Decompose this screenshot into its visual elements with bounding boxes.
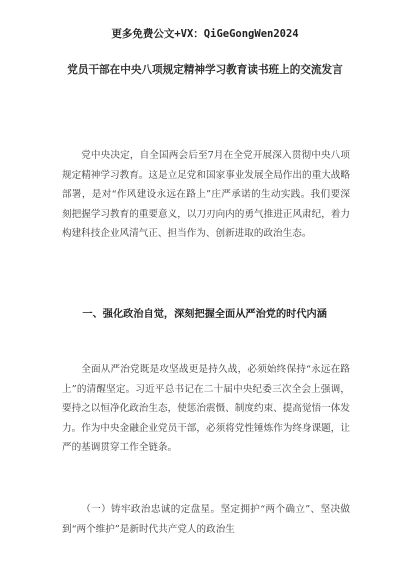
paragraph-subsection-1: （一）铸牢政治忠诚的定盘星。坚定拥护“两个确立”、坚决做到“两个维护”是新时代共产党人的政治生 [62, 504, 350, 535]
document-title: 党员干部在中央八项规定精神学习教育读书班上的交流发言 [67, 64, 343, 76]
paragraph-section-1: 全面从严治党既是攻坚战更是持久战，必须始终保持“永远在路上”的清醒坚定。习近平总书记在二十届中央纪委三次全会上强调，要持之以恒净化政治生态，使惩治震慑、制度约束、提高觉悟一体发力。作为中央金融企业党员干部，必须将党性锤炼作为终身课题，让严的基调贯穿工作全链条。 [62, 364, 350, 453]
paragraph-intro: 党中央决定，自全国两会后至7月在全党开展深入贯彻中央八项规定精神学习教育。这是立足党和国家事业发展全局作出的重大战略部署，是对“作风建设永远在路上”庄严承诺的生动实践。我们要深刻把握学习教育的重要意义，以刀刃向内的勇气推进正风肃纪，着力构建科技企业风清气正、担当作为、创新进取的政治生态。 [62, 150, 350, 239]
section-heading-1: 一、强化政治自觉，深刻把握全面从严治党的时代内涵 [82, 308, 327, 320]
promo-banner: 更多免费公文+VX：QiGeGongWen2024 [111, 28, 299, 40]
